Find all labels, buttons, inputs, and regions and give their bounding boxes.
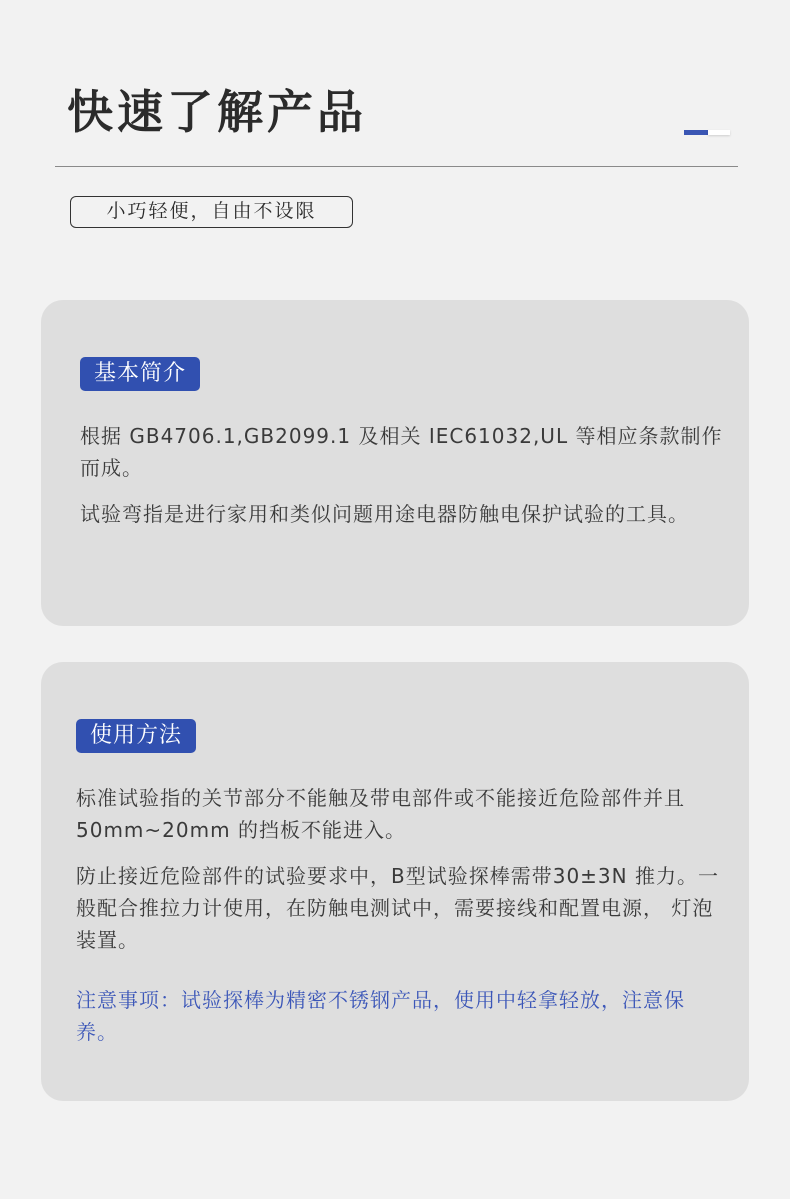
intro-paragraph: 试验弯指是进行家用和类似问题用途电器防触电保护试验的工具。 [80, 502, 689, 526]
page-title: 快速了解产品 [67, 85, 367, 139]
intro-paragraph: 根据 GB4706.1,GB2099.1 及相关 IEC61032,UL 等相应条款制作而成。 [80, 424, 723, 480]
usage-note: 注意事项：试验探棒为精密不锈钢产品，使用中轻拿轻放，注意保养。 [76, 988, 685, 1044]
usage-badge: 使用方法 [76, 719, 196, 753]
tagline-box: 小巧轻便，自由不设限 [70, 196, 353, 228]
accent-bar-white [708, 130, 730, 135]
header-divider [55, 166, 738, 167]
intro-card [41, 300, 749, 626]
title-accent-bar [684, 130, 730, 135]
usage-paragraph: 标准试验指的关节部分不能触及带电部件或不能接近危险部件并且 50mm~20mm 的挡板不能进入。 [76, 786, 685, 842]
intro-badge: 基本简介 [80, 357, 200, 391]
usage-paragraph: 防止接近危险部件的试验要求中，B型试验探棒需带30±3N 推力。一般配合推拉力计使用，在防触电测试中，需要接线和配置电源， 灯泡装置。 [76, 864, 719, 952]
usage-card [41, 662, 749, 1101]
accent-bar-blue [684, 130, 708, 135]
